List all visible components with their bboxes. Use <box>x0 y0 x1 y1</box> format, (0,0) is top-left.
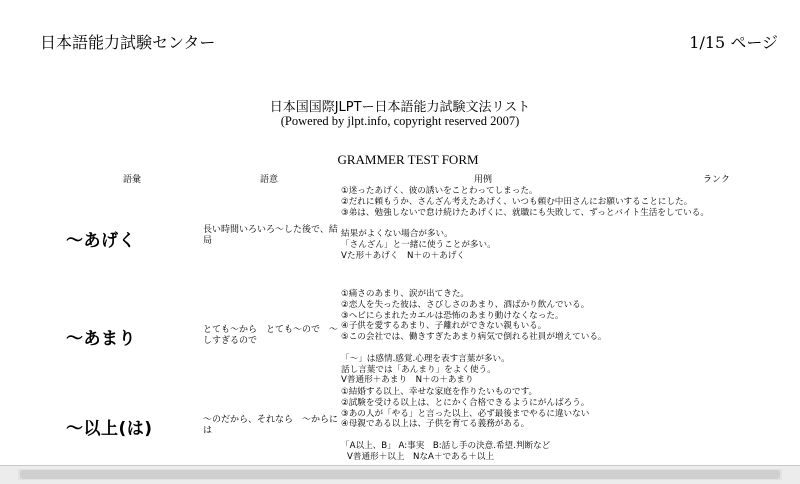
example-spacer <box>341 430 721 441</box>
example-note: 結果がよくない場合が多い。 <box>341 229 453 240</box>
entry-meaning: 長い時間いろいろ～した後で、結局 <box>203 225 338 246</box>
example-note: 「A以上、B」 A:事実 B:話し手の決意.希望.判断など <box>341 440 551 451</box>
example-line: ④子供を愛するあまり、子離れができない親もいる。 <box>341 321 547 332</box>
document-title: 日本国国際JLPTー日本語能力試験文法リスト <box>269 100 531 115</box>
example-line: ③弟は、勉強しないで怠け続けたあげくに、就職にも失敗して、ずっとバイト生活をしている。 <box>341 207 709 218</box>
example-line: ②だれに頼もうか、さんざん考えたあげく、いつも頼む中田さんにお願いすることにした。 <box>341 196 693 207</box>
page-indicator: 1/15 ページ <box>689 33 778 52</box>
column-header-meaning: 語意 <box>260 175 279 185</box>
example-line: ①迷ったあげく、彼の誘いをことわってしまった。 <box>341 186 538 196</box>
document-subtitle: (Powered by jlpt.info, copyright reserved 2007) <box>280 114 520 128</box>
horizontal-scrollbar[interactable] <box>0 465 800 484</box>
column-header-vocab: 語彙 <box>123 175 142 185</box>
example-form: Vた形＋あげく N＋の＋あげく <box>341 250 466 261</box>
entry-meaning: とても～から とても～ので ～しすぎるので <box>203 325 339 346</box>
example-line: ③あの人が「やる」と言った以上、必ず最後までやるに違いない <box>341 408 590 419</box>
example-line: ②試験を受ける以上は、とにかく合格できるようにがんばろう。 <box>341 397 590 408</box>
example-line: ⑤この会社では、働きすぎたあまり病気で倒れる社員が増えている。 <box>341 332 607 343</box>
example-line: ③ヘビにらまれたカエルは恐怖のあまり動けなくなった。 <box>341 310 564 321</box>
column-header-rank: ランク <box>703 175 730 185</box>
example-form: V普通形＋以上 NなA＋である＋以上 <box>347 451 495 462</box>
entry-vocab: ～あまり <box>66 329 136 349</box>
example-note: 「さんざん」と一緒に使うことが多い。 <box>341 239 496 250</box>
example-form: V普通形＋あまり N＋の＋あまり <box>341 375 474 386</box>
example-spacer <box>341 343 721 354</box>
entry-examples <box>341 186 721 262</box>
example-note: 「～」は感情.感覚.心理を表す言葉が多い。 <box>341 353 510 364</box>
header-title: 日本語能力試験センター <box>40 33 216 52</box>
entry-examples <box>341 289 721 386</box>
example-line: ①痛さのあまり、涙が出てきた。 <box>341 289 470 299</box>
example-line: ④母親である以上は、子供を育てる義務がある。 <box>341 419 530 430</box>
example-spacer <box>341 218 721 229</box>
form-title: GRAMMER TEST FORM <box>337 152 479 167</box>
entry-vocab: ～あげく <box>66 231 136 251</box>
column-header-example: 用例 <box>474 175 493 185</box>
entry-vocab: ～以上(は) <box>66 419 153 439</box>
entry-examples <box>341 387 721 463</box>
entry-meaning: ～のだから、それなら ～からには <box>203 415 339 436</box>
example-note: 話し言葉では「あんまり」をよく使う。 <box>341 364 496 375</box>
example-line: ②恋人を失った彼は、さびしさのあまり、酒ばかり飲んでいる。 <box>341 299 590 310</box>
example-line: ①結婚する以上、幸せな家庭を作りたいものです。 <box>341 387 538 397</box>
scrollbar-thumb[interactable] <box>20 470 780 479</box>
